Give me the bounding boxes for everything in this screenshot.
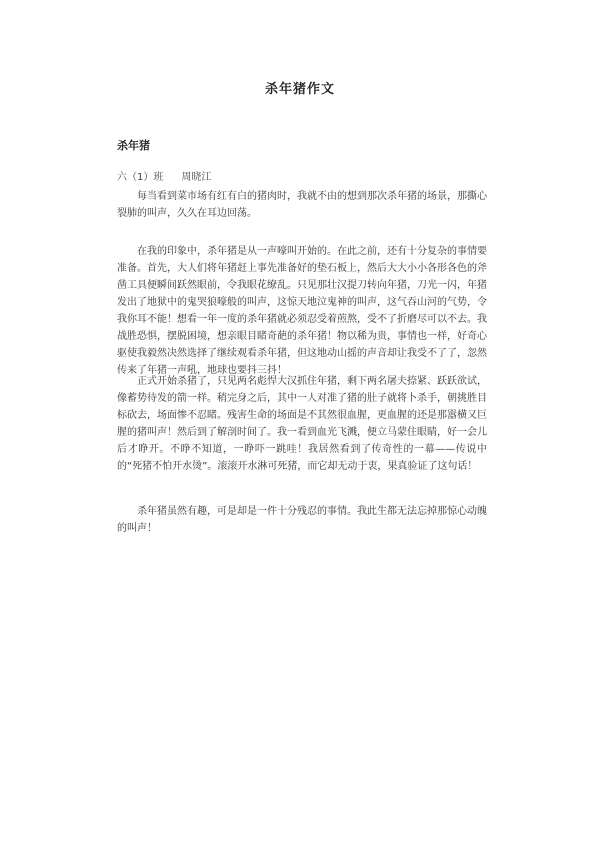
paragraph-2: 在我的印象中，杀年猪是从一声嚎叫开始的。在此之前，还有十分复杂的事情要准备。首先，大人们将年猪赶上事先准备好的垫石板上，然后大大小小各形各色的斧凿工具便瞬间跃然眼前，令我眼花缭乱。只见那壮汉提刀转向年猪，刀光一闪，年猪发出了地狱中的鬼哭狼嚎般的叫声，这惊天地泣鬼神的叫声，这气吞山河的气势，令我你耳不能！想看一年一度的杀年猪就必须忍受着煎熬，受不了折磨尽可以不去。我战胜恐惧，摆脱困境，想亲眼目睹奇葩的杀年猪！物以稀为贵，事情也一样，好奇心驱使我毅然决然选择了继续观看杀年猪，但这地动山摇的声音却让我受不了了，忽然传来了年猪一声吼，地球也要抖三抖！ (117, 246, 487, 376)
byline-author: 周晓江 (181, 172, 212, 183)
section-title: 杀年猪 (117, 139, 150, 152)
document-title: 杀年猪作文 (264, 82, 335, 97)
byline-class: 六（1）班 (117, 172, 164, 183)
paragraph-1: 每当看到菜市场有红有白的猪肉时，我就不由的想到那次杀年猪的场景，那撕心裂肺的叫声，久久在耳边回荡。 (117, 191, 487, 219)
byline (117, 168, 211, 183)
paragraph-3: 正式开始杀猪了，只见两名彪悍大汉抓住年猪，剩下两名屠夫捺紧、跃跃欲试，像蓄势待发的箭一样。稍完身之后，其中一人对准了猪的肚子就将卜杀手，朝挑胜目标砍去，场面惨不忍睹。残害生命的场面是不其然很血腥，更血腥的还是那嚣横又巨腥的猪叫声！然后到了解剖时间了。我一看到血光飞溅，便立马蒙住眼睛，好一会儿后才睁开。不睁不知道，一睁吓一跳哇！我居然看到了传奇性的一幕——传说中的“死猪不怕开水烫”。滚滚开水淋可死猪，而它却无动于衷，果真验证了这句话！ (117, 376, 487, 472)
paragraph-4: 杀年猪虽然有趣，可是却是一件十分残忍的事情。我此生都无法忘掉那惊心动魄的叫声！ (117, 506, 487, 534)
